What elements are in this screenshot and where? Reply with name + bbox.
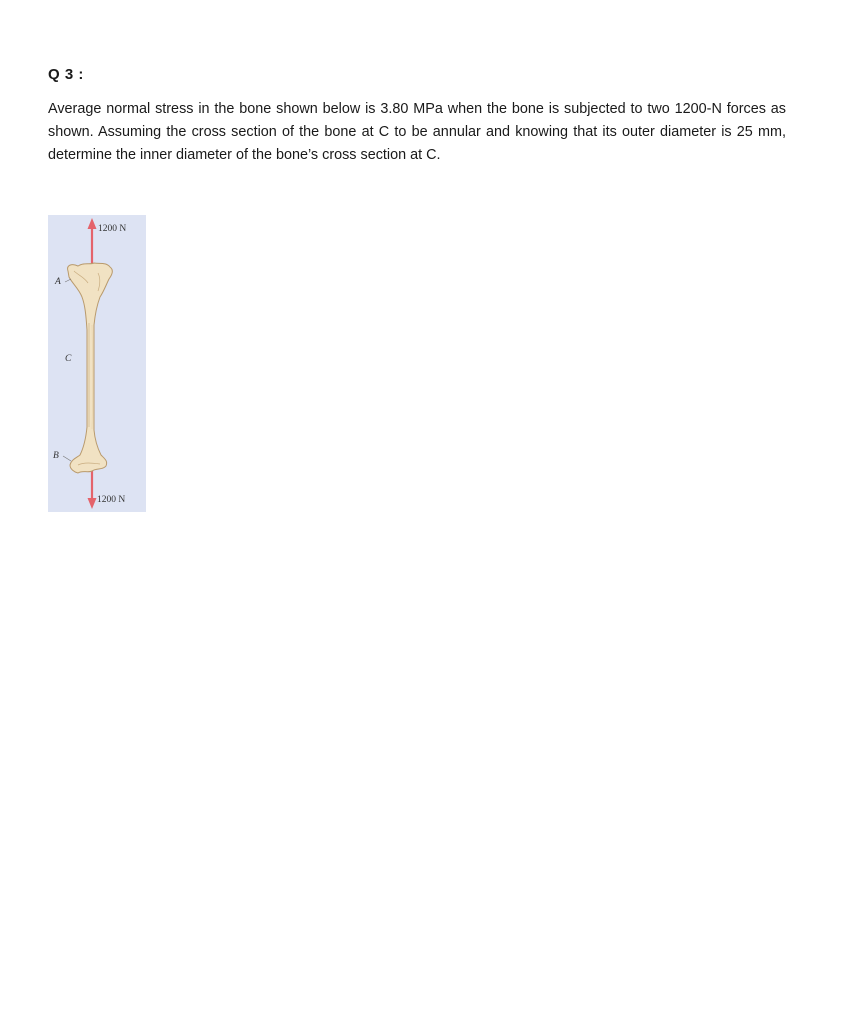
force-arrow-up-icon xyxy=(88,218,97,229)
point-label-b: B xyxy=(53,451,59,461)
force-arrow-down-icon xyxy=(88,498,97,509)
force-label-top: 1200 N xyxy=(98,224,127,234)
bone-diagram xyxy=(48,215,146,512)
force-label-bottom: 1200 N xyxy=(97,495,126,505)
point-b-leader xyxy=(63,456,71,461)
question-text: Average normal stress in the bone shown below is 3.80 MPa when the bone is subjected to two 1200-N forces as shown. Assuming the cross section of the bone at C to be annular and knowing that its outer diameter is 25 mm, determine the inner diameter of the bone’s cross section at C. xyxy=(48,101,786,163)
point-a-leader xyxy=(65,279,71,282)
bone-figure xyxy=(48,215,146,512)
bone-illustration-icon xyxy=(68,263,113,473)
point-label-c: C xyxy=(65,354,72,364)
point-label-a: A xyxy=(55,277,61,287)
question-label: Q 3 : xyxy=(48,66,84,83)
